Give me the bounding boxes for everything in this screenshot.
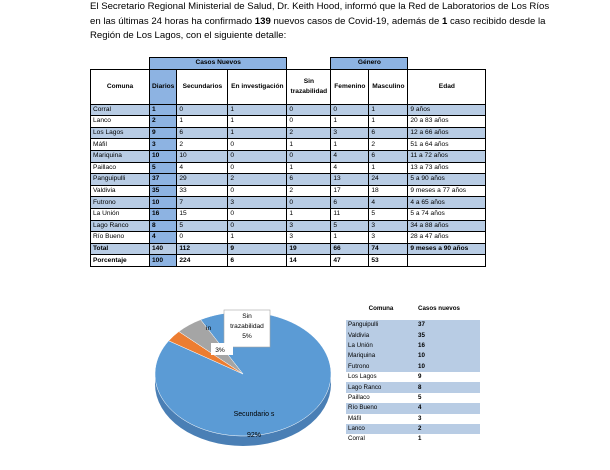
header-edad: Edad (408, 69, 486, 104)
cell-comuna: Panguipulli (91, 174, 150, 186)
label-en-investigacion-pct: 3% (215, 347, 225, 354)
cell-diarios: 35 (150, 185, 177, 197)
label-sin-trazabilidad-2: trazabilidad (230, 323, 264, 330)
cell-femenino: 11 (331, 208, 369, 220)
cell-comuna: La Unión (91, 208, 150, 220)
pct-diarios: 100 (150, 255, 177, 267)
side-cell-comuna: Lago Ranco (346, 382, 416, 392)
total-masculino: 74 (369, 243, 408, 255)
cell-masculino: 1 (369, 162, 408, 174)
cell-sin-trazabilidad: 6 (287, 174, 331, 186)
cell-edad: 9 años (408, 104, 486, 116)
side-cell-comuna: Los Lagos (348, 373, 377, 381)
pct-masculino: 53 (369, 255, 408, 267)
side-cell-casos: 1 (418, 435, 422, 443)
side-table-row (346, 372, 480, 382)
cell-femenino: 4 (331, 162, 369, 174)
total-en-investigacion: 9 (228, 243, 287, 255)
cell-sin-trazabilidad: 0 (287, 116, 331, 128)
cell-secundarios: 15 (177, 208, 228, 220)
side-cell-casos: 4 (416, 403, 480, 413)
table-row (91, 197, 486, 209)
table-row (91, 208, 486, 220)
cell-comuna: Lanco (91, 116, 150, 128)
table-row (91, 232, 486, 244)
cell-secundarios: 6 (177, 127, 228, 139)
pct-edad (408, 255, 486, 267)
cell-edad: 5 a 90 años (408, 174, 486, 186)
cell-diarios: 16 (150, 208, 177, 220)
header-comuna: Comuna (91, 69, 150, 104)
side-cell-casos: 10 (416, 362, 480, 372)
side-table-row (346, 382, 480, 392)
side-cell-casos: 2 (416, 424, 480, 434)
cell-femenino: 13 (331, 174, 369, 186)
side-cell-casos: 37 (416, 320, 480, 330)
group-genero: Género (331, 58, 408, 70)
pie-chart (148, 296, 338, 456)
table-row (91, 150, 486, 162)
cell-en-investigacion: 2 (228, 174, 287, 186)
cell-comuna: Los Lagos (91, 127, 150, 139)
cell-sin-trazabilidad: 0 (287, 150, 331, 162)
header-femenino: Femenino (331, 69, 369, 104)
cell-edad: 4 a 65 años (408, 197, 486, 209)
cell-en-investigacion: 0 (228, 208, 287, 220)
cell-comuna: Valdivia (91, 185, 150, 197)
side-table-row (346, 403, 480, 413)
total-label: Total (91, 243, 150, 255)
header-diarios: Diarios (150, 69, 177, 104)
cell-diarios: 37 (150, 174, 177, 186)
cases-table (90, 57, 486, 267)
label-sin-trazabilidad-pct: 5% (242, 333, 252, 340)
cell-femenino: 17 (331, 185, 369, 197)
table-row (91, 220, 486, 232)
pct-en-investigacion: 6 (228, 255, 287, 267)
cell-comuna: Máfil (91, 139, 150, 151)
table-row (91, 162, 486, 174)
cell-femenino: 1 (331, 139, 369, 151)
cell-comuna: Corral (91, 104, 150, 116)
intro-paragraph (90, 0, 550, 44)
cell-en-investigacion: 0 (228, 220, 287, 232)
side-cell-comuna: Lanco (346, 424, 416, 434)
cell-secundarios: 5 (177, 220, 228, 232)
cell-secundarios: 4 (177, 162, 228, 174)
table-row (91, 116, 486, 128)
side-cell-comuna: Paillaco (348, 393, 370, 401)
intro-count-cases: 139 (254, 15, 271, 27)
side-table-row (346, 434, 480, 444)
side-table-row (346, 320, 480, 330)
cell-secundarios: 10 (177, 150, 228, 162)
side-cell-comuna: Panguipulli (346, 320, 416, 330)
cell-masculino: 18 (369, 185, 408, 197)
cell-masculino: 1 (369, 104, 408, 116)
cell-en-investigacion: 0 (228, 150, 287, 162)
cell-edad: 20 a 83 años (408, 116, 486, 128)
side-cell-casos: 5 (418, 393, 422, 401)
cell-secundarios: 29 (177, 174, 228, 186)
cell-diarios: 9 (150, 127, 177, 139)
table-row (91, 139, 486, 151)
cell-masculino: 2 (369, 139, 408, 151)
table-row (91, 174, 486, 186)
side-cell-comuna: Futrono (346, 362, 416, 372)
side-cell-casos: 3 (418, 414, 422, 422)
cell-edad: 51 a 64 años (408, 139, 486, 151)
cell-en-investigacion: 0 (228, 139, 287, 151)
cell-secundarios: 0 (177, 232, 228, 244)
total-femenino: 66 (331, 243, 369, 255)
cell-edad: 9 meses a 77 años (408, 185, 486, 197)
side-table-row (346, 362, 480, 372)
cell-secundarios: 7 (177, 197, 228, 209)
header-sin-trazabilidad: Sin trazabilidad (287, 69, 331, 104)
cell-sin-trazabilidad: 3 (287, 232, 331, 244)
cell-sin-trazabilidad: 2 (287, 185, 331, 197)
side-cell-comuna: Máfil (348, 414, 362, 422)
cell-sin-trazabilidad: 1 (287, 139, 331, 151)
table-row (91, 104, 486, 116)
cell-masculino: 1 (369, 116, 408, 128)
pct-sin-trazabilidad: 14 (287, 255, 331, 267)
cell-sin-trazabilidad: 1 (287, 162, 331, 174)
side-table-row (346, 330, 480, 340)
side-cell-casos: 10 (416, 351, 480, 361)
label-secundarios-pct: 92% (246, 432, 262, 439)
cell-en-investigacion: 3 (228, 197, 287, 209)
cell-diarios: 5 (150, 162, 177, 174)
cell-masculino: 4 (369, 197, 408, 209)
intro-count-external: 1 (442, 15, 448, 27)
cell-en-investigacion: 1 (228, 104, 287, 116)
cell-diarios: 8 (150, 220, 177, 232)
intro-text-3: caso recibido desde la Región de Los Lagos, con el siguiente detalle: (90, 15, 546, 41)
side-table-row (346, 393, 480, 403)
side-header-comuna: Comuna (368, 305, 394, 312)
side-table-row (346, 341, 480, 351)
percentage-row (91, 255, 486, 267)
cell-edad: 5 a 74 años (408, 208, 486, 220)
cell-edad: 11 a 72 años (408, 150, 486, 162)
side-table-row (346, 414, 480, 424)
side-cell-comuna: Corral (348, 435, 365, 443)
label-en-investigacion: in (206, 325, 212, 332)
cell-en-investigacion: 0 (228, 162, 287, 174)
side-cell-comuna: La Unión (346, 341, 416, 351)
table-row (91, 127, 486, 139)
group-casos-nuevos: Casos Nuevos (150, 58, 287, 70)
cell-secundarios: 2 (177, 139, 228, 151)
cell-femenino: 0 (331, 104, 369, 116)
cell-comuna: Paillaco (91, 162, 150, 174)
cell-edad: 34 a 88 años (408, 220, 486, 232)
cell-masculino: 3 (369, 232, 408, 244)
cell-secundarios: 1 (177, 116, 228, 128)
cell-edad: 13 a 73 años (408, 162, 486, 174)
total-diarios: 140 (150, 243, 177, 255)
cell-comuna: Lago Ranco (91, 220, 150, 232)
cell-secundarios: 33 (177, 185, 228, 197)
cell-edad: 28 a 47 años (408, 232, 486, 244)
cell-diarios: 2 (150, 116, 177, 128)
cell-femenino: 1 (331, 232, 369, 244)
cell-en-investigacion: 1 (228, 232, 287, 244)
table-row (91, 185, 486, 197)
total-sin-trazabilidad: 19 (287, 243, 331, 255)
header-masculino: Masculino (369, 69, 408, 104)
cell-secundarios: 0 (177, 104, 228, 116)
side-cell-casos: 16 (416, 341, 480, 351)
cell-en-investigacion: 1 (228, 116, 287, 128)
total-edad: 9 meses a 90 años (408, 243, 486, 255)
pct-label: Porcentaje (91, 255, 150, 267)
pct-secundarios: 224 (177, 255, 228, 267)
cell-masculino: 24 (369, 174, 408, 186)
side-cell-casos: 8 (416, 382, 480, 392)
cell-femenino: 4 (331, 150, 369, 162)
side-header-casos-nuevos: Casos nuevos (418, 305, 460, 312)
side-cell-comuna: Valdivia (346, 330, 416, 340)
cell-diarios: 3 (150, 139, 177, 151)
cell-masculino: 5 (369, 208, 408, 220)
total-secundarios: 112 (177, 243, 228, 255)
side-cell-casos: 9 (418, 373, 422, 381)
side-table-row (346, 351, 480, 361)
cell-comuna: Futrono (91, 197, 150, 209)
cell-comuna: Mariquina (91, 150, 150, 162)
cell-comuna: Río Bueno (91, 232, 150, 244)
label-secundarios: Secundario s (233, 411, 275, 418)
cell-sin-trazabilidad: 1 (287, 208, 331, 220)
pct-femenino: 47 (331, 255, 369, 267)
cell-masculino: 6 (369, 127, 408, 139)
cell-femenino: 5 (331, 220, 369, 232)
cell-edad: 12 a 66 años (408, 127, 486, 139)
side-cell-casos: 35 (416, 330, 480, 340)
label-sin-trazabilidad-1: Sin (242, 313, 252, 320)
comuna-cases-table (346, 298, 480, 445)
intro-text-1: El Secretario Regional Ministerial de Salud, Dr. Keith Hood, informó que la Red de Laboratorios de Los Ríos en las últimas 24 horas ha confirmado (90, 1, 550, 27)
cell-en-investigacion: 1 (228, 127, 287, 139)
intro-text-2: nuevos casos de Covid-19, además de (270, 15, 442, 27)
cell-diarios: 4 (150, 232, 177, 244)
side-cell-comuna: Mariquina (346, 351, 416, 361)
cell-masculino: 3 (369, 220, 408, 232)
header-en-investigacion: En investigación (228, 69, 287, 104)
cell-sin-trazabilidad: 2 (287, 127, 331, 139)
cell-masculino: 6 (369, 150, 408, 162)
cell-diarios: 1 (150, 104, 177, 116)
cell-femenino: 1 (331, 116, 369, 128)
side-table-row (346, 424, 480, 434)
total-row (91, 243, 486, 255)
cell-sin-trazabilidad: 0 (287, 104, 331, 116)
side-cell-comuna: Río Bueno (346, 403, 416, 413)
cell-diarios: 10 (150, 150, 177, 162)
cell-en-investigacion: 0 (228, 185, 287, 197)
cell-diarios: 10 (150, 197, 177, 209)
cell-femenino: 6 (331, 197, 369, 209)
header-secundarios: Secundarios (177, 69, 228, 104)
cell-femenino: 3 (331, 127, 369, 139)
cell-sin-trazabilidad: 0 (287, 197, 331, 209)
cell-sin-trazabilidad: 3 (287, 220, 331, 232)
